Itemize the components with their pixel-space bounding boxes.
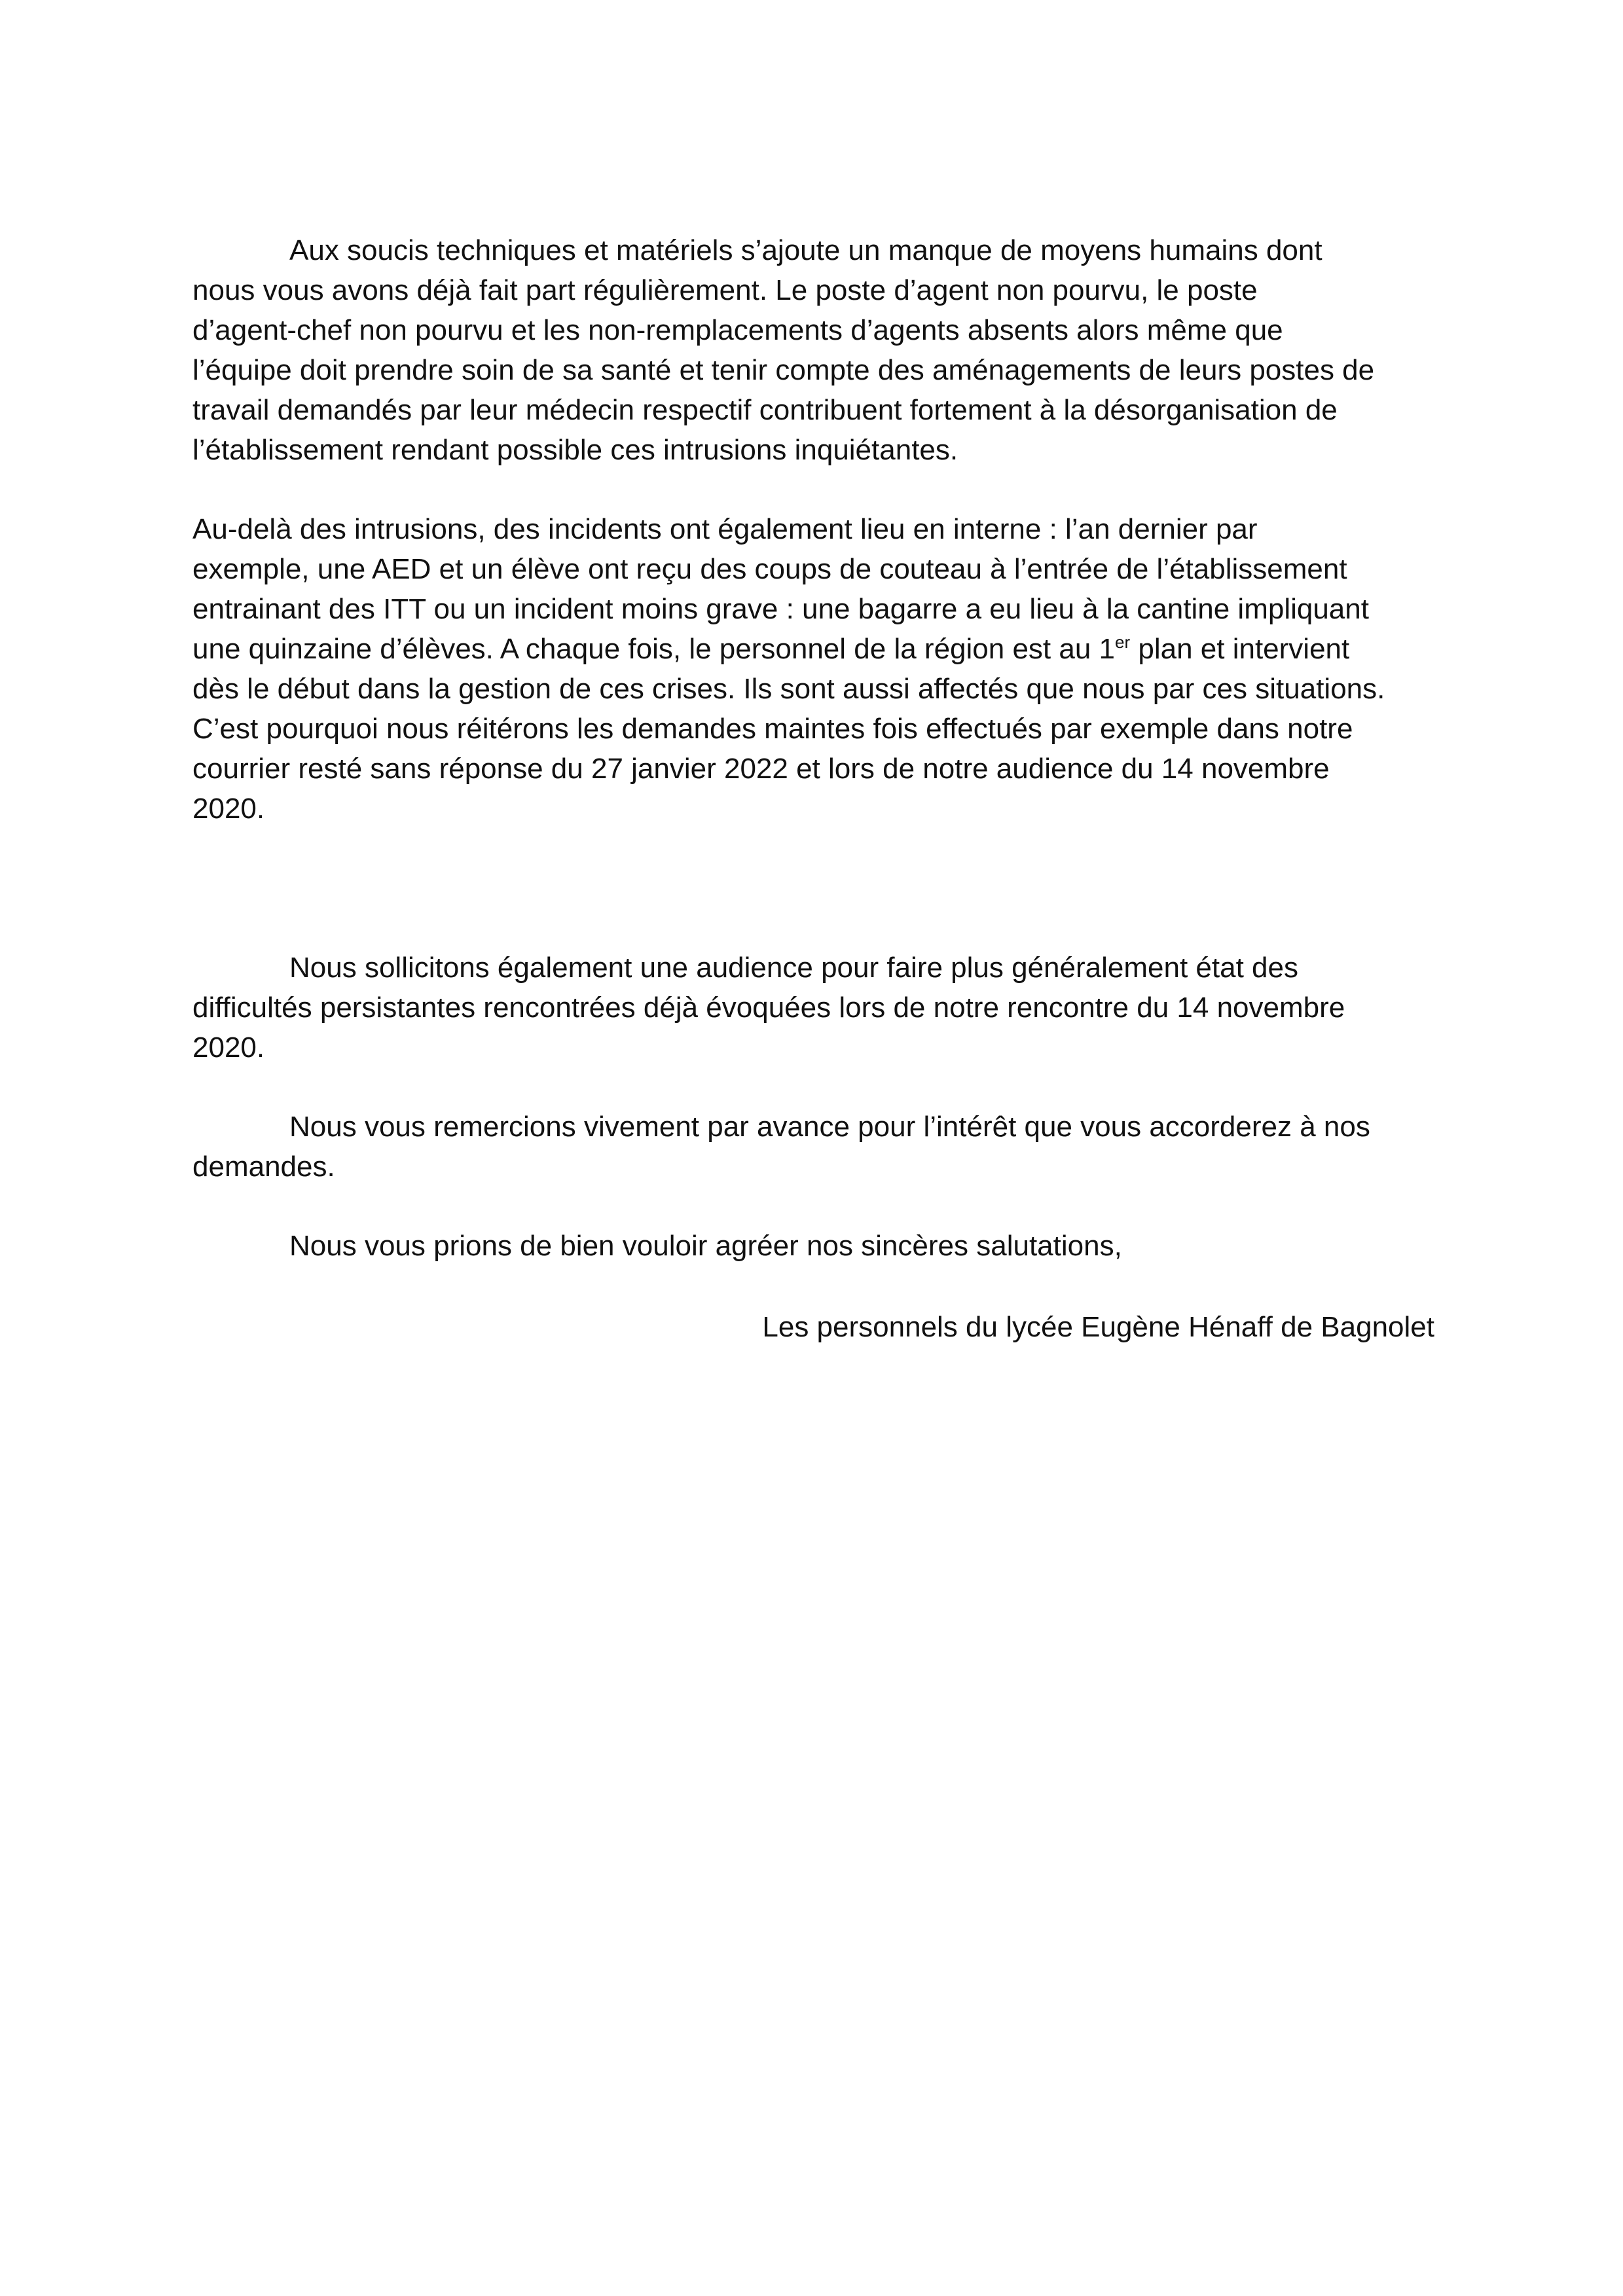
signature-line: Les personnels du lycée Eugène Hénaff de Bagnolet [762,1311,1434,1343]
paragraph-incidents [192,509,1436,829]
paragraph-incidents-part1: Au-delà des intrusions, des incidents ont également lieu en interne : l’an dernier par exemple, une AED et un élève ont reçu des coups de couteau à l’entrée de l’établissement entrainant des ITT ou un incident moins grave : une bagarre a eu lieu à la cantine impliquant une quinzaine d’élèves. A chaque fois, le personnel de la région est au 1 [192,513,1369,665]
paragraph-incidents-part2: plan et intervient dès le début dans la gestion de ces crises. Ils sont aussi affectés que nous par ces situations. C’est pourquoi nous réitérons les demandes maintes fois effectués par exemple dans notre courrier resté sans réponse du 27 janvier 2022 et lors de notre audience du 14 novembre 2020. [192,633,1385,825]
ordinal-superscript: er [1115,632,1131,652]
paragraph-audience-request: Nous sollicitons également une audience pour faire plus généralement état des difficultés persistantes rencontrées déjà évoquées lors de notre rencontre du 14 novembre 2020. [192,952,1345,1064]
paragraph-thanks: Nous vous remercions vivement par avance pour l’intérêt que vous accorderez à nos demandes. [192,1111,1370,1183]
paragraph-staffing: Aux soucis techniques et matériels s’ajoute un manque de moyens humains dont nous vous avons déjà fait part régulièrement. Le poste d’agent non pourvu, le poste d’agent-chef non pourvu et les non-remplacements d’agents absents alors même que l’équipe doit prendre soin de sa santé et tenir compte des aménagements de leurs postes de travail demandés par leur médecin respectif contribuent fortement à la désorganisation de l’établissement rendant possible ces intrusions inquiétantes. [192,234,1375,466]
paragraph-closing: Nous vous prions de bien vouloir agréer nos sincères salutations, [289,1230,1122,1262]
letter-body [192,230,1436,1266]
